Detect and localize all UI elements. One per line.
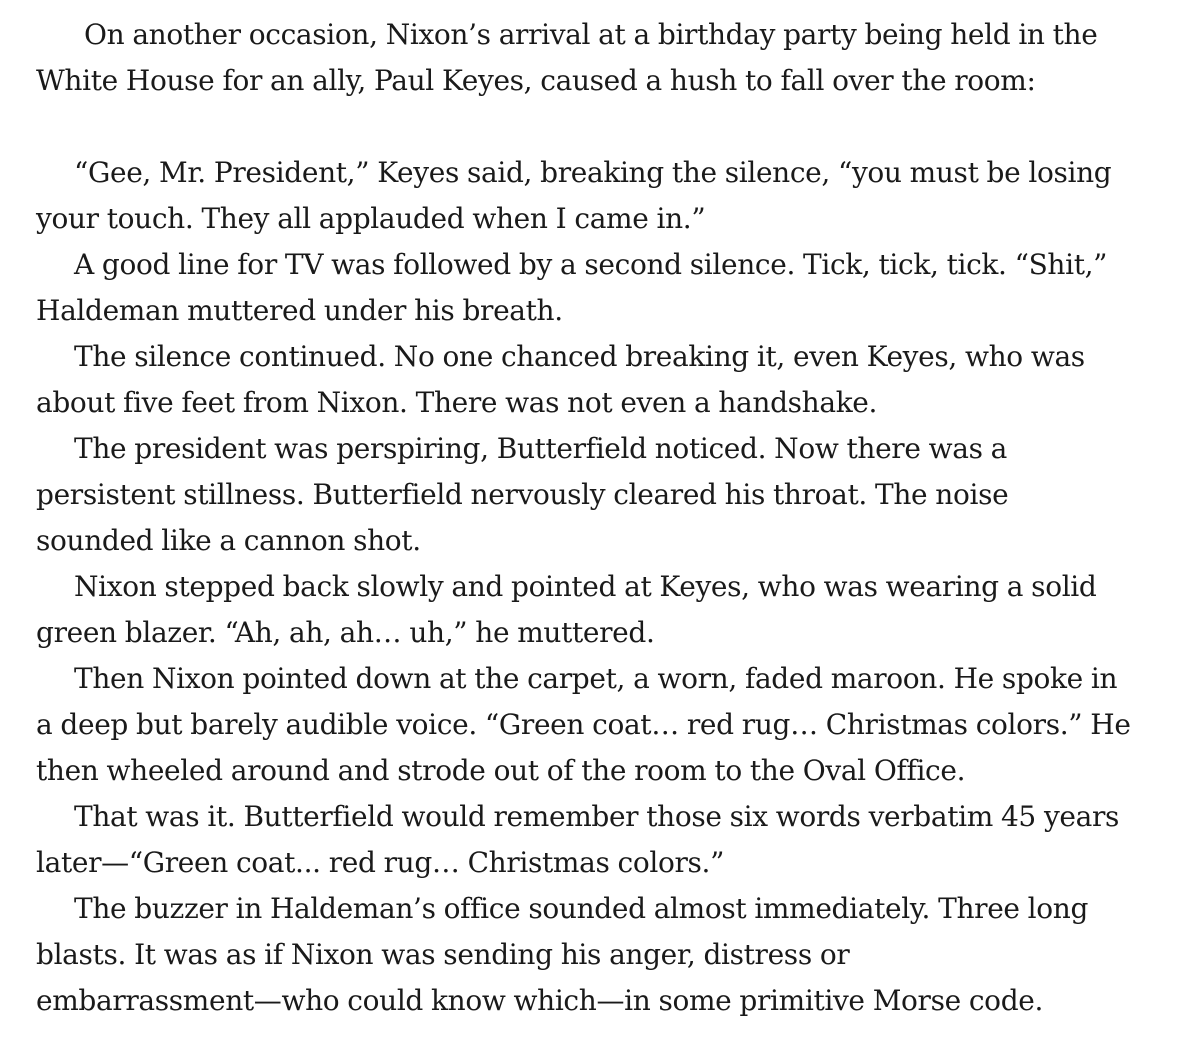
text-line: your touch. They all applauded when I came in.” [36,202,706,235]
text-line: The silence continued. No one chanced breaking it, even Keyes, who was [74,340,1085,373]
text-line: The buzzer in Haldeman’s office sounded almost immediately. Three long [74,892,1089,925]
text-line: “Gee, Mr. President,” Keyes said, breaking the silence, “you must be losing [74,156,1112,189]
text-line: sounded like a cannon shot. [36,524,421,557]
text-line: Then Nixon pointed down at the carpet, a worn, faded maroon. He spoke in [74,662,1118,695]
text-line: a deep but barely audible voice. “Green coat… red rug… Christmas colors.” He [36,708,1131,741]
text-line: Haldeman muttered under his breath. [36,294,563,327]
text-line: blasts. It was as if Nixon was sending his anger, distress or [36,938,850,971]
text-line: persistent stillness. Butterfield nervously cleared his throat. The noise [36,478,1009,511]
text-line: The president was perspiring, Butterfield noticed. Now there was a [74,432,1007,465]
text-line: Nixon stepped back slowly and pointed at Keyes, who was wearing a solid [74,570,1097,603]
text-line: green blazer. “Ah, ah, ah… uh,” he muttered. [36,616,655,649]
text-line: A good line for TV was followed by a second silence. Tick, tick, tick. “Shit,” [74,248,1108,281]
text-line: later—“Green coat... red rug… Christmas colors.” [36,846,725,879]
text-line: White House for an ally, Paul Keyes, caused a hush to fall over the room: [36,64,1036,97]
text-line: On another occasion, Nixon’s arrival at a birthday party being held in the [84,18,1098,51]
text-line: That was it. Butterfield would remember those six words verbatim 45 years [74,800,1120,833]
text-line: embarrassment—who could know which—in some primitive Morse code. [36,984,1044,1017]
text-line: then wheeled around and strode out of the room to the Oval Office. [36,754,966,787]
text-line: about five feet from Nixon. There was not even a handshake. [36,386,878,419]
